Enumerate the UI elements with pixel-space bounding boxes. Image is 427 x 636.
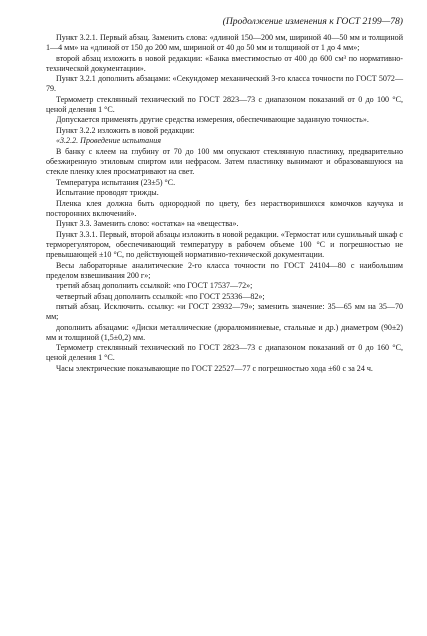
section-heading: «3.2.2. Проведение испытания — [56, 136, 161, 146]
paragraph: дополнить абзацами: «Диски металлические (дюралюминиевые, стальные и др.) диаметром (90±2) мм и толщиной (1,5±0,2) мм. — [46, 322, 403, 342]
paragraph: Пункт 3.3. Заменить слово: «остатка» на «вещества». — [56, 219, 239, 229]
paragraph: четвертый абзац дополнить ссылкой: «по ГОСТ 25336—82»; — [56, 291, 265, 301]
paragraph: В банку с клеем на глубину от 70 до 100 мм опускают стеклянную пластинку, предварительно обезжиренную этиловым спиртом или нефрасом. Затем пластинку вынимают и образовавшуюся на стекле пленку клея просматривают на свет. — [46, 147, 403, 177]
paragraph: Испытание проводят трижды. — [56, 188, 159, 198]
paragraph: третий абзац дополнить ссылкой: «по ГОСТ 17537—72»; — [56, 281, 253, 291]
document-body — [46, 33, 403, 374]
paragraph: Пункт 3.2.1 дополнить абзацами: «Секундомер механический 3-го класса точности по ГОСТ 5072—79. — [46, 74, 403, 94]
page-header: (Продолжение изменения к ГОСТ 2199—78) — [222, 16, 403, 27]
paragraph: Температура испытания (23±5) °С. — [56, 177, 176, 187]
paragraph: Пункт 3.2.1. Первый абзац. Заменить слова: «длиной 150—200 мм, шириной 40—50 мм и толщиной 1—4 мм» на «длиной от 150 до 200 мм, шириной от 40 до 50 мм и толщиной от 1 до 4 мм»; — [46, 33, 403, 53]
paragraph: Термометр стеклянный технический по ГОСТ 2823—73 с диапазоном показаний от 0 до 160 °С, ценой деления 1 °С. — [46, 343, 403, 363]
paragraph: Пленка клея должна быть однородной по цвету, без нерастворившихся комочков каучука и посторонних включений». — [46, 198, 403, 218]
paragraph: Допускается применять другие средства измерения, обеспечивающие заданную точность». — [56, 115, 369, 125]
paragraph: Часы электрические показывающие по ГОСТ 22527—77 с погрешностью хода ±60 с за 24 ч. — [56, 364, 373, 373]
paragraph: пятый абзац. Исключить. ссылку: «и ГОСТ 23932—79»; заменить значение: 35—65 мм на 35—70 мм; — [46, 302, 403, 322]
paragraph: Пункт 3.3.1. Первый, второй абзацы изложить в новой редакции. «Термостат или сушильный шкаф с терморегулятором, обеспечивающий температуру в рабочем объеме 100 °С и погрешностью не превышающей ±10 °С, по действующей нормативно-технической документации. — [46, 229, 403, 259]
paragraph: второй абзац изложить в новой редакции: «Банка вместимостью от 400 до 600 см³ по нормативно-технической документации». — [46, 53, 403, 73]
paragraph: Термометр стеклянный технический по ГОСТ 2823—73 с диапазоном показаний от 0 до 100 °С, ценой деления 1 °С. — [46, 94, 403, 114]
paragraph: Пункт 3.2.2 изложить в новой редакции: — [56, 125, 195, 135]
paragraph: Весы лабораторные аналитические 2-го класса точности по ГОСТ 24104—80 с наибольшим пределом взвешивания 200 г»; — [46, 260, 403, 280]
